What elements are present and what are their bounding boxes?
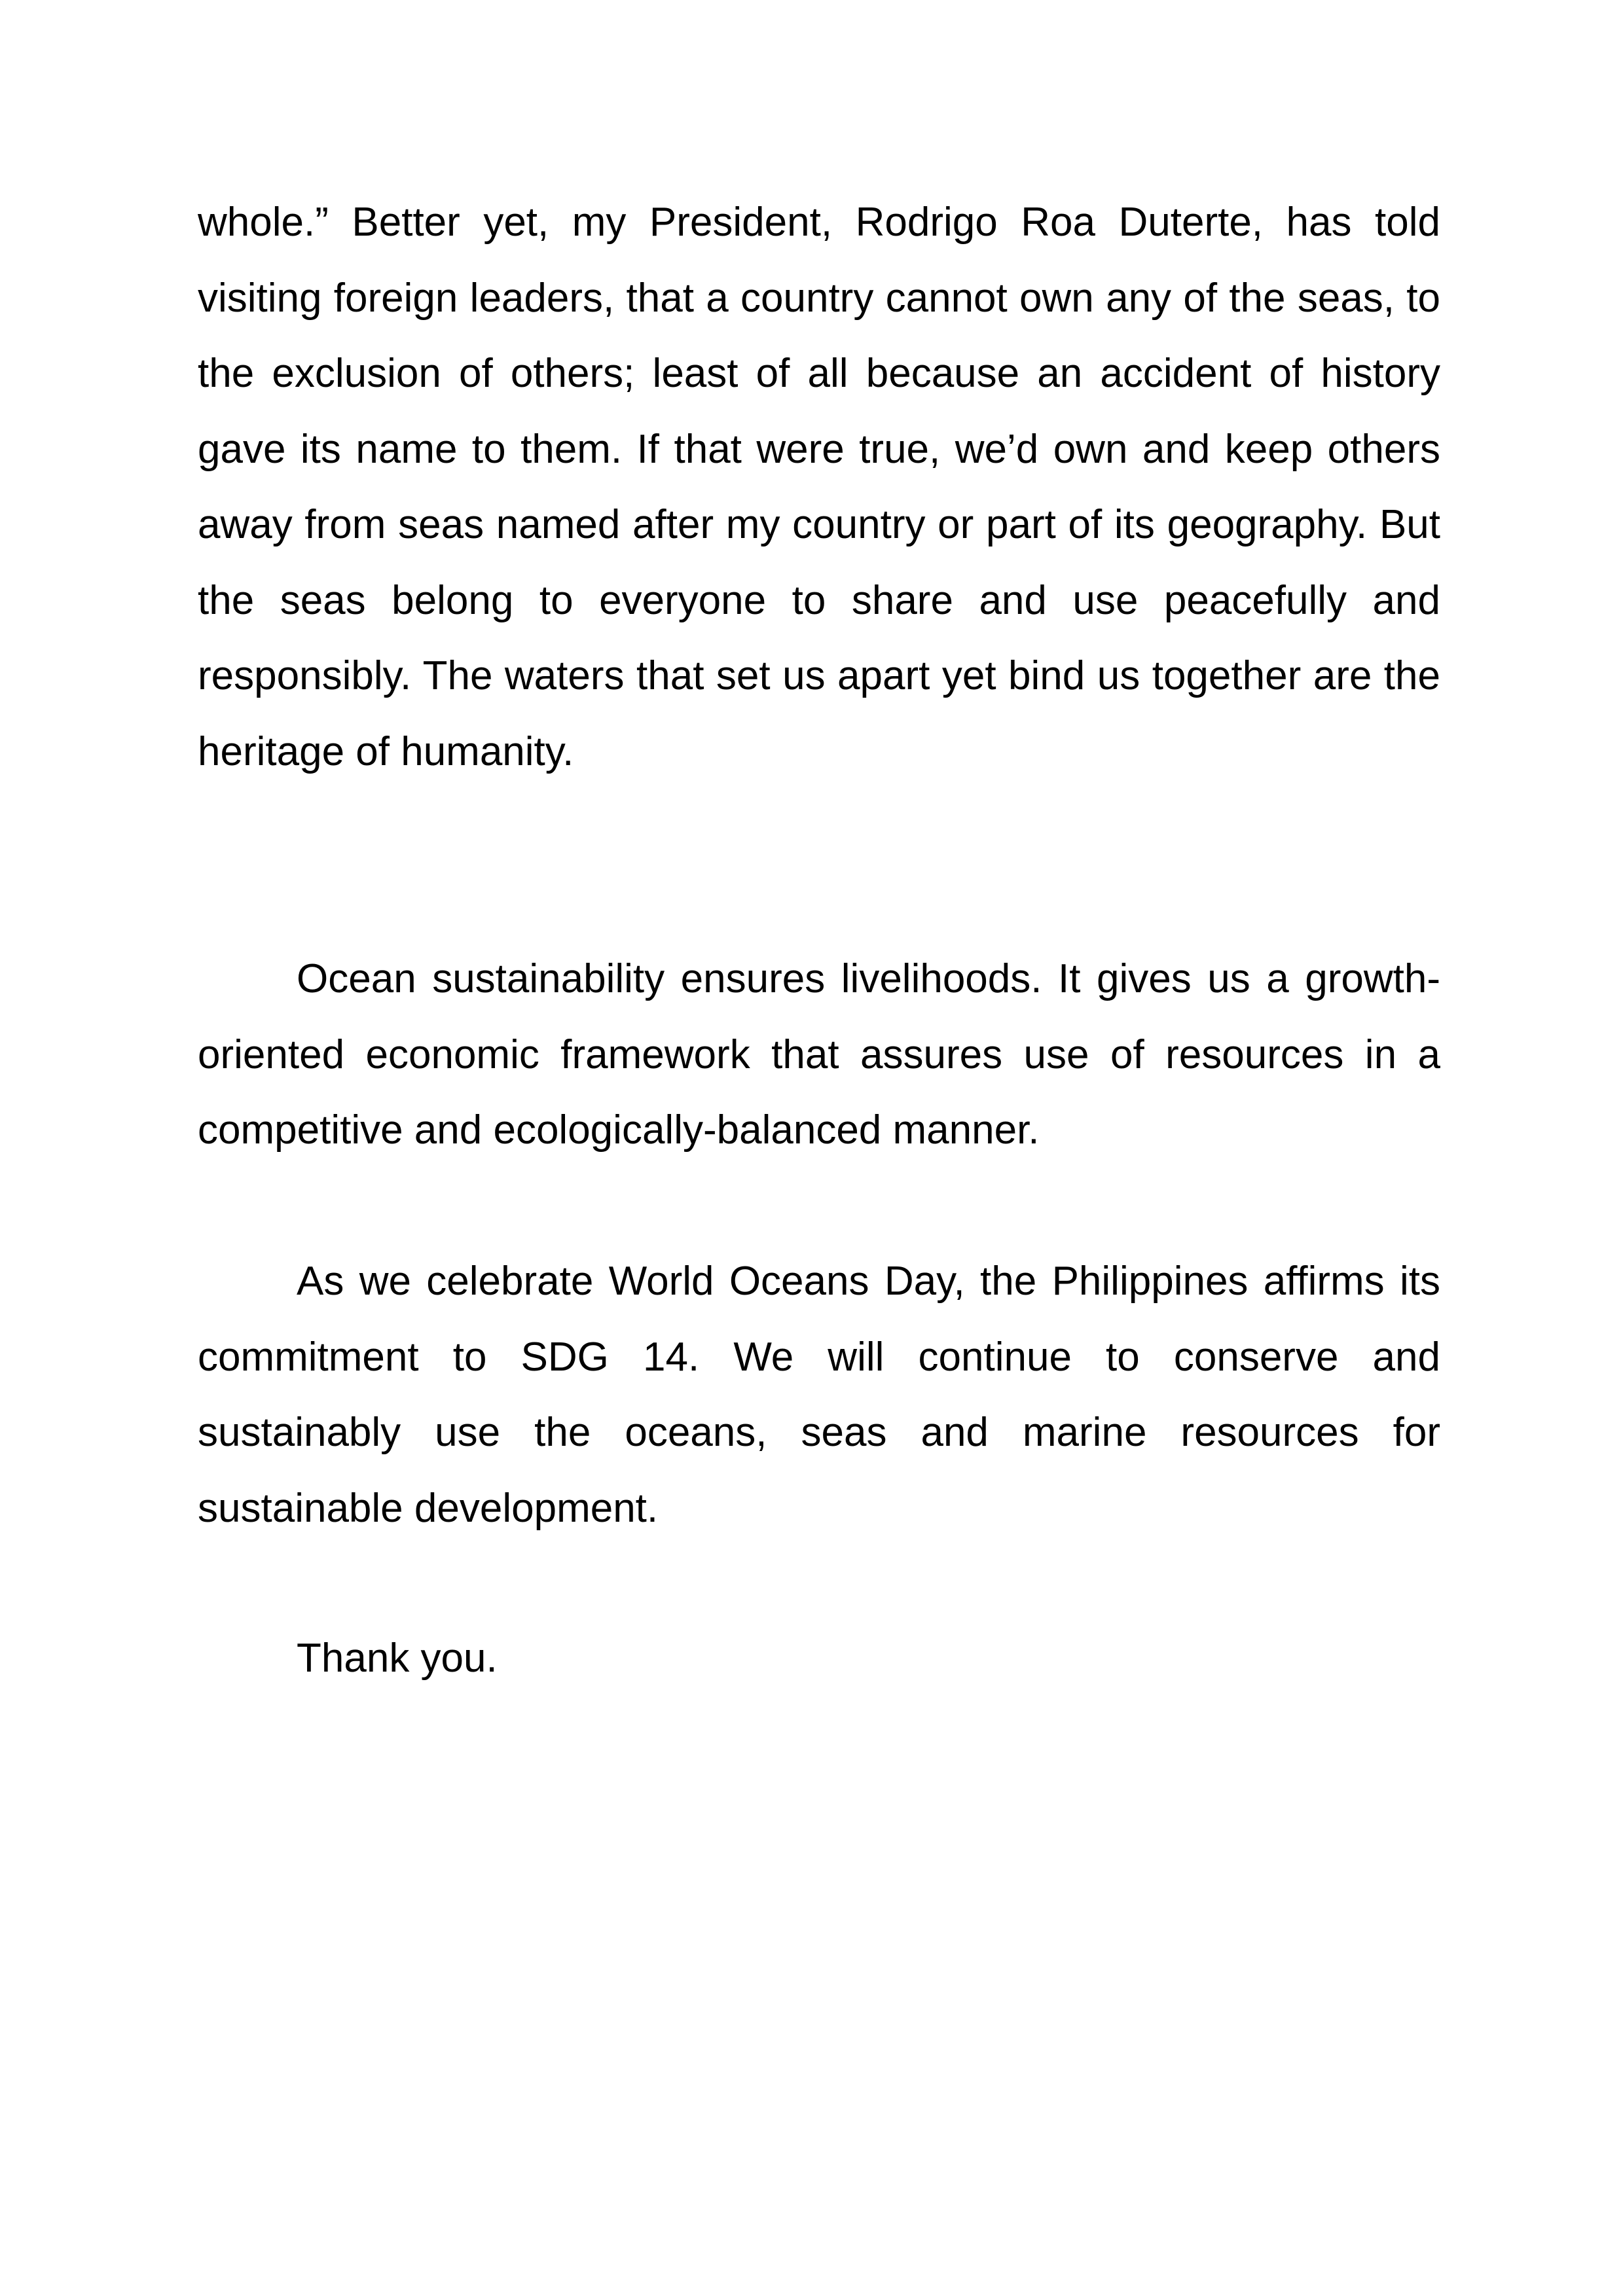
paragraph-president-statement: whole.” Better yet, my President, Rodrigo Roa Duterte, has told visiting foreign leaders, that a country cannot own any of the seas, to the exclusion of others; least of all because an accident of history gave its name to them. If that were true, we’d own and keep others away from seas named after my country or part of its geography. But the seas belong to everyone to share and use peacefully and responsibly. The waters that set us apart yet bind us together are the heritage of humanity. <box>198 200 1440 774</box>
paragraph-world-oceans-day: As we celebrate World Oceans Day, the Philippines affirms its commitment to SDG 14. We will continue to conserve and sustainably use the oceans, seas and marine resources for sustainable development. <box>198 1259 1440 1531</box>
paragraph-closing: Thank you. <box>297 1636 498 1681</box>
paragraph-ocean-sustainability: Ocean sustainability ensures livelihoods. It gives us a growth-oriented economic framework that assures use of resources in a competitive and ecologically-balanced manner. <box>198 956 1440 1153</box>
